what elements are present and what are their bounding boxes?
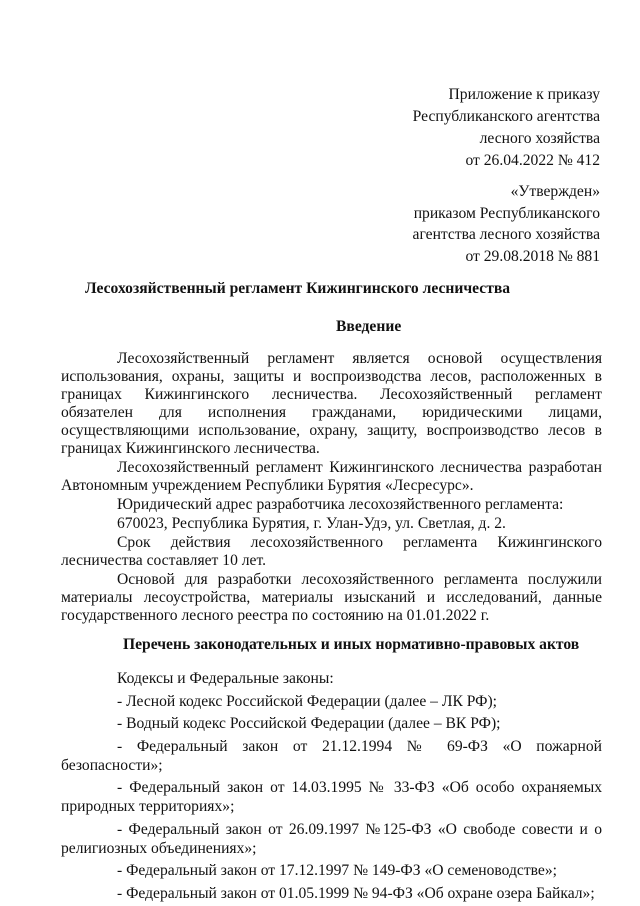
approval-line: «Утвержден» bbox=[510, 183, 600, 200]
list-item: - Лесной кодекс Российской Федерации (далее – ЛК РФ); bbox=[117, 692, 497, 710]
acts-list bbox=[61, 669, 602, 906]
appendix-line: от 26.04.2022 № 412 bbox=[465, 152, 600, 169]
intro-paragraph: Юридический адрес разработчика лесохозяйственного регламента: bbox=[117, 496, 564, 513]
intro-paragraph: Лесохозяйственный регламент является основой осуществления использования, охраны, защиты и воспроизводства лесов, расположенных в границах Кижингинского лесничества. Лесохозяйственный регламент обязателен для исполнения гражданами, юридическими лицами, осуществляющими использование, охрану, защиту, воспроизводство лесов в границах Кижингинского лесничества. bbox=[61, 350, 602, 457]
appendix-line: лесного хозяйства bbox=[479, 130, 600, 147]
approval-line: приказом Республиканского bbox=[413, 204, 600, 222]
list-item: - Федеральный закон от 01.05.1999 № 94-ФЗ «Об охране озера Байкал»; bbox=[117, 884, 595, 902]
acts-list-heading: Перечень законодательных и иных нормативно-правовых актов bbox=[123, 636, 580, 653]
list-item: - Федеральный закон от 14.03.1995 № 33-ФЗ «Об особо охраняемых природных территориях»; bbox=[61, 779, 602, 815]
intro-paragraph: Срок действия лесохозяйственного регламента Кижингинского лесничества составляет 10 лет. bbox=[61, 534, 602, 569]
list-item: Кодексы и Федеральные законы: bbox=[117, 670, 334, 687]
list-item: - Федеральный закон от 17.12.1997 № 149-ФЗ «О семеноводстве»; bbox=[117, 862, 557, 879]
intro-section bbox=[61, 350, 602, 626]
intro-paragraph: Основой для разработки лесохозяйственного регламента послужили материалы лесоустройства, материалы изысканий и исследований, данные государственного лесного реестра по состоянию на 01.01.2022 г. bbox=[61, 571, 602, 624]
intro-paragraph: Лесохозяйственный регламент Кижингинского лесничества разработан Автономным учреждением Республики Бурятия «Лесресурс». bbox=[61, 459, 602, 494]
document-title: Лесохозяйственный регламент Кижингинского лесничества bbox=[85, 280, 511, 297]
list-item: - Водный кодекс Российской Федерации (далее – ВК РФ); bbox=[117, 715, 501, 732]
intro-heading: Введение bbox=[336, 318, 402, 335]
appendix-line: Республиканского агентства bbox=[412, 108, 600, 125]
list-item: - Федеральный закон от 26.09.1997 №125-ФЗ «О свободе совести и о религиозных объединениях»; bbox=[61, 820, 602, 857]
appendix-line: Приложение к приказу bbox=[448, 86, 600, 103]
list-item: - Федеральный закон от 21.12.1994 № 69-ФЗ «О пожарной безопасности»; bbox=[61, 737, 602, 774]
approval-line: от 29.08.2018 № 881 bbox=[465, 247, 600, 265]
approval-line: агентства лесного хозяйства bbox=[412, 226, 600, 243]
appendix-header bbox=[413, 84, 600, 172]
intro-paragraph: 670023, Республика Бурятия, г. Улан-Удэ, ул. Светлая, д. 2. bbox=[117, 515, 506, 532]
approval-stamp-header bbox=[413, 181, 600, 267]
